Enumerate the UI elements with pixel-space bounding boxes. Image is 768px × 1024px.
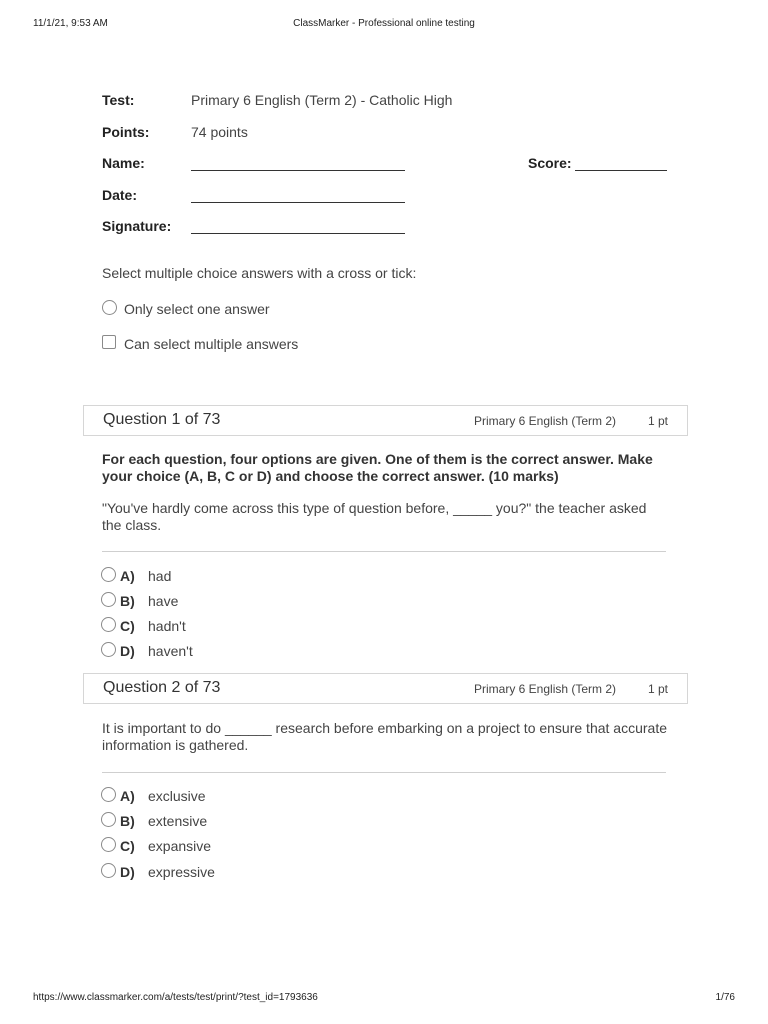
option-letter: B) — [120, 593, 135, 609]
score-field — [528, 155, 667, 171]
option-letter: C) — [120, 618, 135, 634]
option-text: haven't — [148, 643, 193, 659]
option-letter: D) — [120, 643, 135, 659]
radio-icon[interactable] — [101, 812, 116, 827]
question-points: 1 pt — [648, 682, 669, 696]
legend-multiple-label: Can select multiple answers — [124, 336, 299, 352]
option-text: expansive — [148, 838, 212, 854]
radio-icon — [102, 300, 117, 315]
score-blank-line — [575, 170, 667, 171]
option-letter: A) — [120, 788, 135, 804]
option-letter: D) — [120, 864, 135, 880]
test-name: Primary 6 English (Term 2) - Catholic High — [191, 92, 453, 108]
page-number: 1/76 — [715, 992, 735, 1003]
question-title: Question 1 of 73 — [103, 411, 221, 428]
radio-icon[interactable] — [101, 787, 116, 802]
radio-icon[interactable] — [101, 592, 116, 607]
print-page-title: ClassMarker - Professional online testing — [293, 18, 475, 29]
radio-icon[interactable] — [101, 567, 116, 582]
option-letter: B) — [120, 813, 135, 829]
question-instruction: For each question, four options are given. One of them is the correct answer. Make your choice (A, B, C or D) and choose the correct answer. (10 marks) — [102, 451, 653, 484]
option-text: extensive — [148, 813, 208, 829]
question-points: 1 pt — [648, 414, 669, 428]
name-blank-line — [191, 170, 405, 171]
question-text: "You've hardly come across this type of question before, _____ you?" the teacher asked the class. — [102, 500, 647, 533]
option-text: exclusive — [148, 788, 206, 804]
print-header — [0, 18, 768, 32]
option-letter: C) — [120, 838, 135, 854]
option-text: expressive — [148, 864, 215, 880]
question-text: It is important to do ______ research before embarking on a project to ensure that accurate information is gathered. — [102, 720, 667, 753]
points-value: 74 points — [191, 124, 248, 140]
answer-instructions: Select multiple choice answers with a cross or tick: — [102, 265, 417, 281]
test-label: Test: — [102, 92, 135, 108]
question-subject: Primary 6 English (Term 2) — [474, 414, 617, 428]
radio-icon[interactable] — [101, 642, 116, 657]
option-text: have — [148, 593, 179, 609]
signature-label: Signature: — [102, 218, 172, 234]
checkbox-icon — [102, 335, 116, 349]
name-row — [102, 155, 672, 173]
print-datetime: 11/1/21, 9:53 AM — [33, 18, 108, 29]
points-label: Points: — [102, 124, 150, 140]
signature-blank-line — [191, 233, 405, 234]
question-divider — [102, 551, 666, 552]
question-divider — [102, 772, 666, 773]
question-title: Question 2 of 73 — [103, 679, 221, 696]
legend-single-label: Only select one answer — [124, 301, 270, 317]
date-blank-line — [191, 202, 405, 203]
question-subject: Primary 6 English (Term 2) — [474, 682, 617, 696]
radio-icon[interactable] — [101, 837, 116, 852]
question-header — [83, 405, 688, 436]
option-letter: A) — [120, 568, 135, 584]
name-label: Name: — [102, 155, 145, 171]
option-text: had — [148, 568, 172, 584]
score-label: Score: — [528, 155, 572, 171]
date-label: Date: — [102, 187, 138, 203]
option-text: hadn't — [148, 618, 186, 634]
radio-icon[interactable] — [101, 863, 116, 878]
radio-icon[interactable] — [101, 617, 116, 632]
print-url: https://www.classmarker.com/a/tests/test/print/?test_id=1793636 — [33, 992, 318, 1003]
question-header — [83, 673, 688, 704]
